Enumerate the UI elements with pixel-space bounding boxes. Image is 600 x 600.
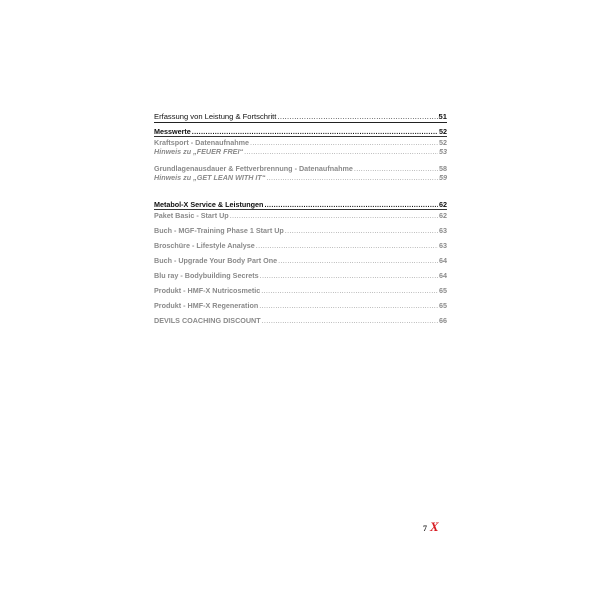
leader-dots [266,173,438,182]
toc-page: 63 [439,225,447,235]
toc-page: 63 [439,240,447,250]
divider [154,122,447,123]
toc-section-metabol-x[interactable] [154,200,447,209]
toc-page: 64 [439,270,447,280]
toc-entry-service[interactable] [154,241,447,250]
leader-dots [259,301,438,310]
leader-dots [264,200,438,209]
toc-entry-service[interactable] [154,316,447,325]
toc-title: Produkt - HMF-X Regeneration [154,300,259,310]
brand-x-logo-icon: X [430,519,439,534]
toc-title: Produkt - HMF-X Nutricosmetic [154,285,261,295]
toc-page: 59 [439,172,447,182]
toc-page: 62 [439,199,447,209]
leader-dots [260,271,438,280]
table-of-contents [154,112,447,325]
toc-page: 66 [439,315,447,325]
toc-entry-kraftsport[interactable] [154,138,447,147]
toc-entry-service[interactable] [154,226,447,235]
toc-page: 58 [439,163,447,173]
toc-title: Paket Basic - Start Up [154,210,229,220]
toc-entry-service[interactable] [154,211,447,220]
toc-title: Buch - MGF-Training Phase 1 Start Up [154,225,284,235]
toc-title: Blu ray - Bodybuilding Secrets [154,270,259,280]
leader-dots [192,127,438,136]
toc-page: 52 [439,127,447,136]
toc-title: Hinweis zu „GET LEAN WITH IT“ [154,172,266,182]
toc-title: Buch - Upgrade Your Body Part One [154,255,278,265]
toc-entry-hinweis-feuer-frei[interactable] [154,147,447,156]
leader-dots [277,112,437,121]
toc-page: 65 [439,300,447,310]
toc-title: Erfassung von Leistung & Fortschritt [154,112,277,121]
toc-title: Grundlagenausdauer & Fettverbrennung - Datenaufnahme [154,163,353,173]
toc-page: 51 [438,112,447,121]
leader-dots [244,147,438,156]
toc-title: DEVILS COACHING DISCOUNT [154,315,261,325]
leader-dots [354,164,438,173]
leader-dots [256,241,438,250]
toc-entry-messwerte[interactable] [154,127,447,136]
toc-entry-grundlagenausdauer[interactable] [154,164,447,173]
toc-entry-service[interactable] [154,271,447,280]
toc-entry-service[interactable] [154,301,447,310]
toc-page: 52 [439,137,447,147]
leader-dots [230,211,438,220]
toc-entry-service[interactable] [154,256,447,265]
toc-entry-service[interactable] [154,286,447,295]
toc-entry-hinweis-get-lean[interactable] [154,173,447,182]
divider [154,136,447,137]
leader-dots [285,226,438,235]
toc-page: 65 [439,285,447,295]
leader-dots [262,316,438,325]
toc-page: 53 [439,146,447,156]
leader-dots [250,138,438,147]
page-number: 7 [423,524,427,533]
toc-title: Metabol-X Service & Leistungen [154,199,264,209]
toc-page: 62 [439,210,447,220]
divider [154,209,447,210]
toc-title: Hinweis zu „FEUER FREI“ [154,146,244,156]
toc-title: Broschüre - Lifestyle Analyse [154,240,255,250]
toc-page: 64 [439,255,447,265]
toc-section-erfassung[interactable] [154,112,447,121]
toc-title: Messwerte [154,127,191,136]
page-footer [423,519,439,535]
leader-dots [278,256,438,265]
toc-title: Kraftsport - Datenaufnahme [154,137,250,147]
leader-dots [261,286,438,295]
